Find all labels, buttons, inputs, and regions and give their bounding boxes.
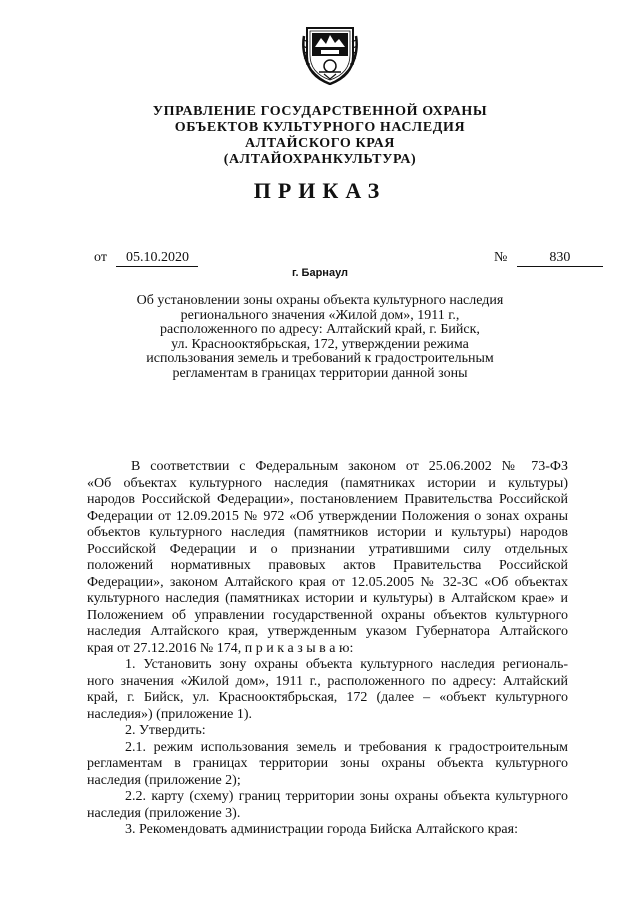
body-line: 2. Утвердить: bbox=[125, 723, 206, 738]
body-line: ного значения «Жилой дом», 1911 г., расположенного по адресу: Алтайский bbox=[87, 673, 568, 689]
document-number: 830 bbox=[517, 250, 603, 267]
body-line: культурного наследия (памятниках истории и культуры) в Алтайском крае» и bbox=[87, 591, 568, 606]
date-block bbox=[94, 250, 198, 267]
document-body bbox=[87, 459, 568, 839]
subject-line: регионального значения «Жилой дом», 1911 г., bbox=[180, 307, 460, 323]
body-line: народов Российской Федерации», постановлением Правительства Российской bbox=[87, 492, 568, 507]
body-line: Российской Федерации и о признании утратившими силу отдельных bbox=[87, 541, 568, 557]
org-name-line-3: АЛТАЙСКОГО КРАЯ bbox=[244, 136, 396, 151]
date-prefix: от bbox=[94, 250, 107, 265]
org-name-short: (АЛТАЙОХРАНКУЛЬТУРА) bbox=[223, 152, 417, 167]
subject-line: использования земель и требований к градостроительным bbox=[146, 351, 494, 367]
org-name-line-1: УПРАВЛЕНИЕ ГОСУДАРСТВЕННОЙ ОХРАНЫ bbox=[152, 104, 488, 119]
body-line: «Об объектах культурного наследия (памятниках истории и культуры) bbox=[87, 475, 568, 491]
subject-line: регламентам в границах территории данной зоны bbox=[172, 365, 468, 381]
body-line: 2.1. режим использования земель и требования к градостроительным bbox=[125, 739, 568, 755]
subject-line: расположенного по адресу: Алтайский край, г. Бийск, bbox=[160, 322, 480, 338]
body-line: наследия») (приложение 1). bbox=[87, 706, 252, 722]
body-line: Федерации», законом Алтайского края от 12.05.2005 № 32-ЗС «Об объектах bbox=[87, 574, 568, 590]
subject-line: Об установлении зоны охраны объекта культурного наследия bbox=[136, 293, 504, 308]
body-line: края от 27.12.2016 № 174, п р и к а з ы в а ю: bbox=[87, 640, 354, 656]
document-date: 05.10.2020 bbox=[116, 250, 198, 267]
body-line: наследия (приложение 3). bbox=[87, 805, 241, 821]
body-line: край, г. Бийск, ул. Краснооктябрьская, 172 (далее – «объект культурного bbox=[87, 690, 568, 705]
document-subject bbox=[90, 294, 550, 382]
body-line: 2.2. карту (схему) границ территории зоны охраны объекта культурного bbox=[125, 789, 568, 804]
body-line: Федерации от 12.09.2015 № 972 «Об утверждении Положения о зонах охраны bbox=[87, 508, 568, 524]
body-line: 1. Установить зону охраны объекта культурного наследия региональ- bbox=[125, 657, 568, 672]
body-line: В соответствии с Федеральным законом от 25.06.2002 № 73-ФЗ bbox=[131, 459, 568, 474]
subject-line: ул. Краснооктябрьская, 172, утверждении режима bbox=[171, 336, 469, 352]
number-block bbox=[494, 250, 603, 267]
org-name-line-2: ОБЪЕКТОВ КУЛЬТУРНОГО НАСЛЕДИЯ bbox=[174, 120, 466, 135]
body-line: 3. Рекомендовать администрации города Бийска Алтайского края: bbox=[125, 822, 518, 837]
city-name: г. Барнаул bbox=[291, 267, 349, 279]
number-prefix: № bbox=[494, 250, 508, 265]
body-line: наследия Алтайского края, утвержденным указом Губернатора Алтайского bbox=[87, 624, 568, 639]
body-line: наследия (приложение 2); bbox=[87, 772, 241, 788]
body-line: объектов культурного наследия (памятников истории и культуры) народов bbox=[87, 525, 568, 540]
coat-of-arms-emblem bbox=[301, 22, 359, 86]
body-line: Положением об управлении государственной охраны объектов культурного bbox=[87, 607, 568, 623]
body-line: положений нормативных правовых актов Правительства Российской bbox=[87, 558, 568, 573]
document-title: ПРИКАЗ bbox=[253, 178, 387, 203]
body-line: регламентам в границах территории зоны охраны объекта культурного bbox=[87, 756, 568, 771]
